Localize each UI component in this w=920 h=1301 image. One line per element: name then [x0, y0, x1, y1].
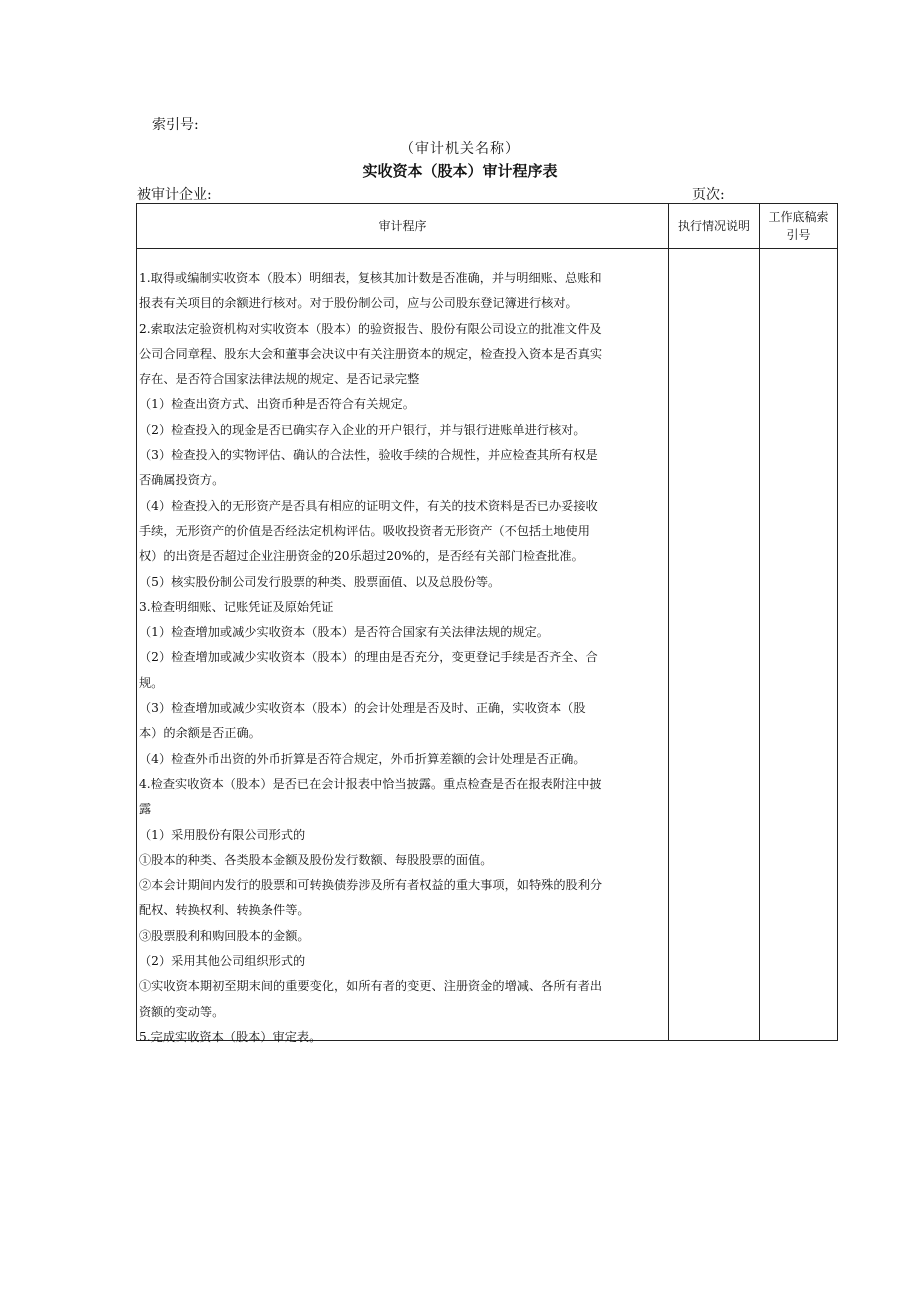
procedure-list — [139, 266, 669, 1050]
procedure-line: 存在、是否符合国家法律法规的规定、是否记录完整 — [139, 372, 420, 387]
procedure-line: 手续，无形资产的价值是否经法定机构评估。吸收投资者无形资产（不包括土地使用 — [139, 523, 590, 538]
procedure-line: （2）采用其他公司组织形式的 — [139, 954, 306, 969]
procedure-line: 2.索取法定验资机构对实收资本（股本）的验资报告、股份有限公司设立的批准文件及 — [139, 321, 602, 336]
procedure-line: ②本会计期间内发行的股票和可转换债券涉及所有者权益的重大事项，如特殊的股利分 — [139, 878, 603, 893]
procedure-line: 公司合同章程、股东大会和董事会决议中有关注册资本的规定，检查投入资本是否真实 — [139, 346, 603, 361]
procedure-line: （2）检查增加或减少实收资本（股本）的理由是否充分，变更登记手续是否齐全、合 — [139, 650, 598, 665]
procedure-line: ③股票股利和购回股本的金额。 — [139, 928, 310, 943]
procedure-line: 4.检查实收资本（股本）是否已在会计报表中恰当披露。重点检查是否在报表附注中披 — [139, 776, 602, 791]
procedure-line: ①股本的种类、各类股本金额及股份发行数额、每股股票的面值。 — [139, 852, 493, 867]
procedure-line: （4）检查外币出资的外币折算是否符合规定，外币折算差额的会计处理是否正确。 — [139, 751, 586, 766]
procedure-line: （5）核实股份制公司发行股票的种类、股票面值、以及总股份等。 — [139, 574, 501, 589]
workpaper-index-cell[interactable] — [760, 249, 837, 1040]
page-number-label: 页次: — [692, 187, 725, 203]
procedure-line: 否确属投资方。 — [139, 473, 225, 488]
procedure-line: 露 — [139, 802, 152, 817]
procedure-line: （1）检查增加或减少实收资本（股本）是否符合国家有关法律法规的规定。 — [139, 625, 549, 640]
procedure-line: 资额的变动等。 — [139, 1004, 225, 1019]
procedure-line: 3.检查明细账、记账凭证及原始凭证 — [139, 599, 334, 614]
index-number-label: 索引号: — [152, 117, 199, 133]
procedure-line: （4）检查投入的无形资产是否具有相应的证明文件，有关的技术资料是否已办妥接收 — [139, 498, 598, 513]
audit-agency-name: （审计机关名称） — [400, 141, 520, 157]
procedure-line: ①实收资本期初至期末间的重要变化，如所有者的变更、注册资金的增减、各所有者出 — [139, 979, 603, 994]
procedure-line: 规。 — [139, 675, 164, 690]
procedure-line: 5.完成实收资本（股本）审定表。 — [139, 1029, 322, 1044]
procedure-line: （2）检查投入的现金是否已确实存入企业的开户银行，并与银行进账单进行核对。 — [139, 422, 586, 437]
procedure-line: 配权、转换权利、转换条件等。 — [139, 903, 310, 918]
procedure-line: （3）检查投入的实物评估、确认的合法性，验收手续的合规性，并应检查其所有权是 — [139, 448, 598, 463]
page-title: 实收资本（股本）审计程序表 — [362, 162, 558, 180]
header-workpaper-index: 工作底稿索引号 — [768, 210, 829, 242]
audited-company-label: 被审计企业: — [137, 187, 212, 203]
header-audit-procedure: 审计程序 — [378, 219, 427, 233]
procedure-line: （1）检查出资方式、出资币种是否符合有关规定。 — [139, 397, 415, 412]
procedure-line: （3）检查增加或减少实收资本（股本）的会计处理是否及时、正确，实收资本（股 — [139, 701, 586, 716]
procedure-line: 本）的余额是否正确。 — [139, 726, 261, 741]
procedure-line: 报表有关项目的余额进行核对。对于股份制公司，应与公司股东登记簿进行核对。 — [139, 296, 578, 311]
header-execution-notes: 执行情况说明 — [677, 219, 750, 233]
execution-notes-cell[interactable] — [669, 249, 759, 1040]
procedure-line: （1）采用股份有限公司形式的 — [139, 827, 306, 842]
procedure-line: 1.取得或编制实收资本（股本）明细表，复核其加计数是否准确，并与明细账、总账和 — [139, 271, 602, 285]
procedure-line: 权）的出资是否超过企业注册资金的20乐超过20%的，是否经有关部门检查批准。 — [139, 549, 584, 564]
audit-procedure-table — [136, 203, 838, 1044]
